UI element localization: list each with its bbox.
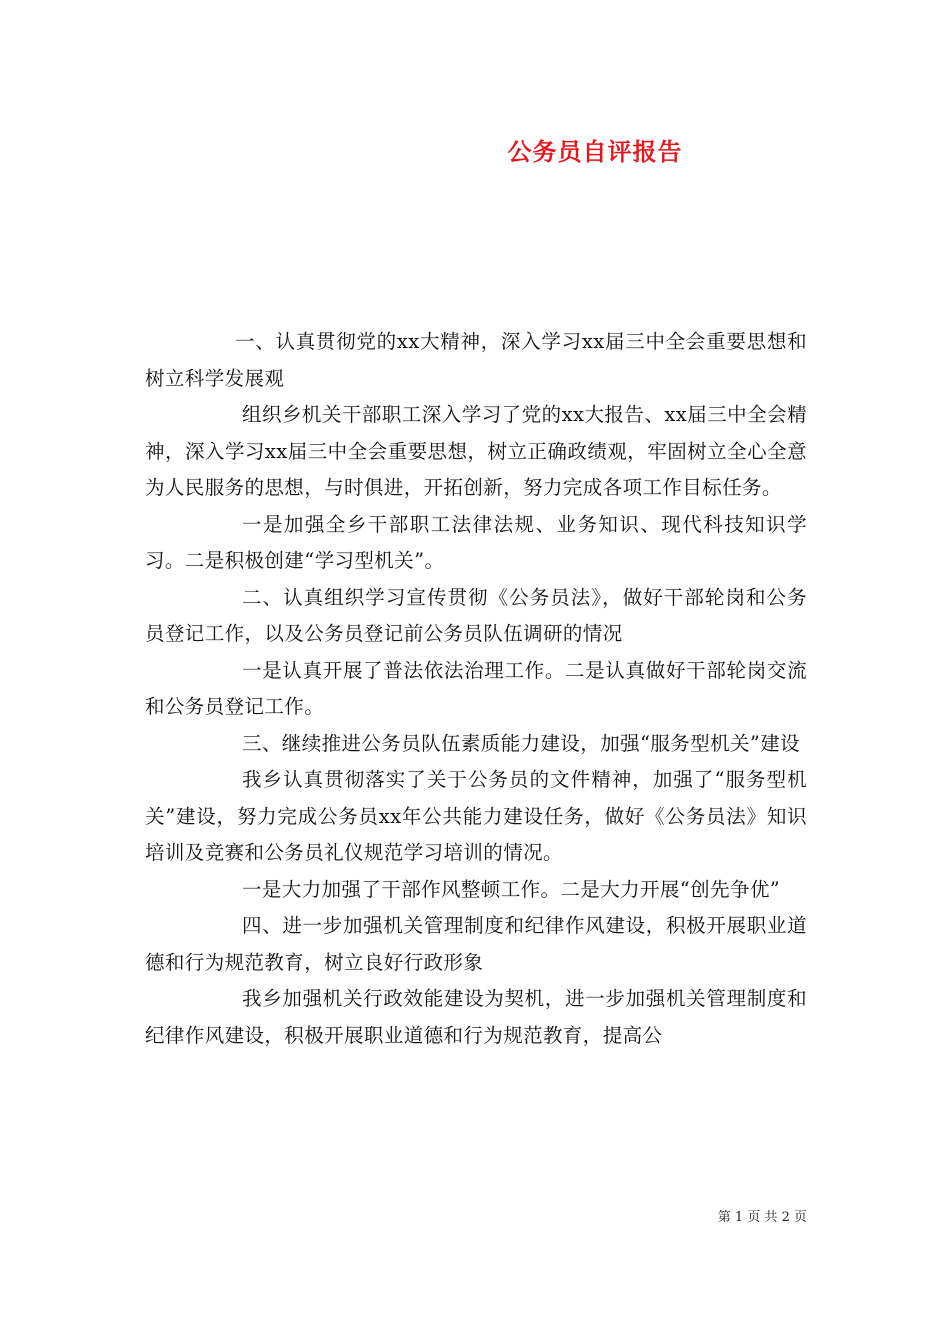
paragraph: 我乡认真贯彻落实了关于公务员的文件精神，加强了“服务型机关”建设，努力完成公务员xx年公共能力建设任务，做好《公务员法》知识培训及竞赛和公务员礼仪规范学习培训的情况。 (145, 768, 807, 864)
section-heading-2: 二、认真组织学习宣传贯彻《公务员法》，做好干部轮岗和公务员登记工作，以及公务员登记前公务员队伍调研的情况 (145, 585, 807, 645)
paragraph: 一是认真开展了普法依法治理工作。二是认真做好干部轮岗交流和公务员登记工作。 (145, 658, 807, 718)
paragraph: 一是加强全乡干部职工法律法规、业务知识、现代科技知识学习。二是积极创建“学习型机关”。 (145, 512, 807, 572)
paragraph: 我乡加强机关行政效能建设为契机，进一步加强机关管理制度和纪律作风建设，积极开展职业道德和行为规范教育，提高公 (145, 987, 807, 1047)
section-heading-1: 一、认真贯彻党的xx大精神，深入学习xx届三中全会重要思想和树立科学发展观 (145, 330, 807, 390)
section-heading-3: 三、继续推进公务员队伍素质能力建设，加强“服务型机关”建设 (242, 731, 801, 755)
document-body (145, 324, 807, 1054)
document-title: 公务员自评报告 (507, 138, 683, 166)
paragraph: 一是大力加强了干部作风整顿工作。二是大力开展“创先争优” (242, 877, 781, 901)
section-heading-4: 四、进一步加强机关管理制度和纪律作风建设，积极开展职业道德和行为规范教育，树立良好行政形象 (145, 914, 807, 974)
paragraph: 组织乡机关干部职工深入学习了党的xx大报告、xx届三中全会精神，深入学习xx届三中全会重要思想，树立正确政绩观，牢固树立全心全意为人民服务的思想，与时俱进，开拓创新，努力完成各项工作目标任务。 (145, 403, 807, 499)
page-number-footer: 第 1 页 共 2 页 (717, 1210, 807, 1225)
